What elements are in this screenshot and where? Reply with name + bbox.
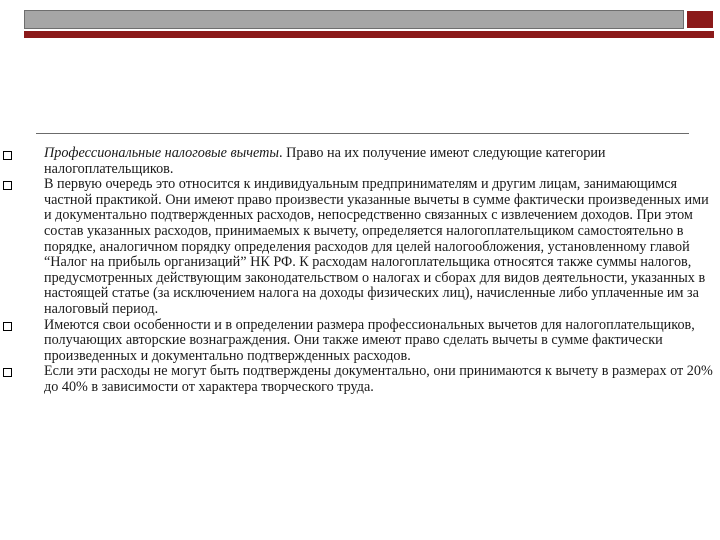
header-gray-strip — [24, 10, 684, 29]
list-item — [0, 177, 720, 317]
list-item-text: Если эти расходы не могут быть подтверждены документально, они принимаются к вычету в размерах от 20% до 40% в зависимости от характера творческого труда. — [44, 363, 713, 395]
list-item-text: Имеются свои особенности и в определении размера профессиональных вычетов для налогоплательщиков, получающих авторские вознаграждения. Они также имеют право сделать вычеты в сумме фактически произведенных и документально подтвержденных расходов. — [44, 316, 695, 364]
list-item — [0, 146, 720, 177]
term-definition: . Право на их получение имеют следующие категории налогоплательщиков. — [44, 145, 606, 177]
square-bullet-icon — [3, 151, 12, 160]
list-item-text: В первую очередь это относится к индивидуальным предпринимателям и другим лицам, занимающимся частной практикой. Они имеют право произвести указанные вычеты в сумме фактически произведенных ими и документально подтвержденных расходов, непосредственно связанных с извлечением доходов. При этом состав указанных расходов, принимаемых к вычету, определяется налогоплательщиком самостоятельно в порядке, аналогичном порядку определения расходов для целей налогообложения, установленному главой “Налог на прибыль организаций” НК РФ. К расходам налогоплательщика относятся также суммы налогов, предусмотренных действующим законодательством о налогах и сборах для видов деятельности, указанных в настоящей статье (за исключением налога на доходы физических лиц), начисленные либо уплаченные им за налоговый период. — [44, 176, 709, 317]
header-accent-square — [686, 10, 714, 29]
slide-header-bar — [24, 10, 714, 38]
term-italic: Профессиональные налоговые вычеты — [44, 145, 279, 161]
slide-body — [0, 146, 720, 396]
list-item — [0, 364, 720, 395]
list-item-text — [44, 146, 716, 177]
header-red-strip — [24, 31, 714, 38]
title-divider — [36, 133, 689, 134]
square-bullet-icon — [3, 322, 12, 331]
square-bullet-icon — [3, 368, 12, 377]
list-item — [0, 318, 720, 365]
square-bullet-icon — [3, 181, 12, 190]
